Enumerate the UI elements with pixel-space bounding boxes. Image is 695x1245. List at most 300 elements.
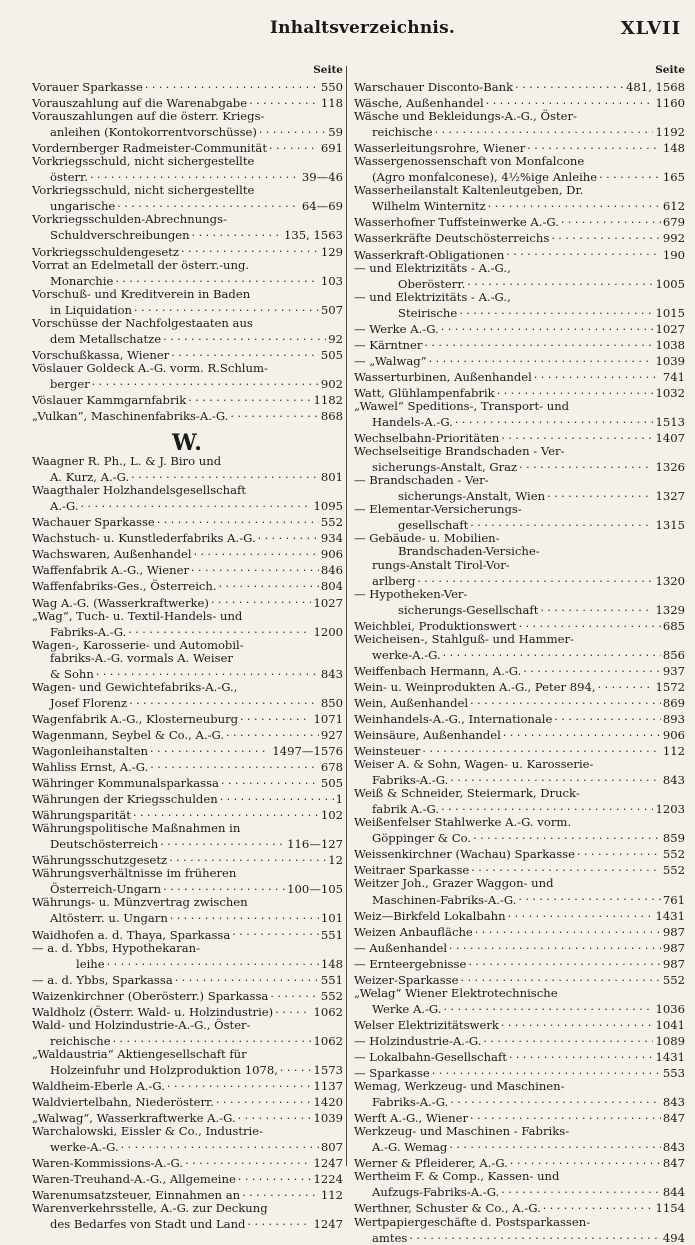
dot-leader	[230, 407, 319, 420]
entry-text: Weiß & Schneider, Steiermark, Druck-	[354, 786, 580, 801]
entry-text: anleihen (Kontokorrentvorschüsse)	[50, 125, 257, 140]
entry-text: berger	[50, 376, 90, 391]
index-entry-line	[32, 330, 343, 346]
entry-text: Weiffenbach Hermann, A.-G.	[354, 663, 522, 678]
dot-leader	[240, 710, 311, 723]
entry-text: Wasserleitungsrohre, Wiener	[354, 141, 526, 156]
entry-text: Wachswaren, Außenhandel	[32, 547, 192, 562]
dot-leader	[96, 665, 319, 678]
index-entry-line	[32, 623, 343, 639]
entry-text: Wertheim F. & Comp., Kassen- und	[354, 1169, 560, 1184]
entry-page-number: 893	[662, 711, 685, 726]
index-entry-line	[32, 652, 343, 665]
index-entry-line	[32, 110, 343, 123]
entry-page-number: 112	[320, 1188, 343, 1203]
page-number: XLVII	[620, 18, 681, 39]
entry-text: Weinsteuer	[354, 744, 421, 759]
index-entry-line	[32, 497, 343, 513]
entry-text: — Hypotheken-Ver-	[354, 586, 468, 601]
dot-leader	[540, 601, 653, 614]
entry-page-number: 552	[320, 988, 343, 1003]
entry-page-number: 801	[320, 470, 343, 485]
entry-page-number: 679	[662, 215, 685, 230]
entry-text: Wagenfabrik A.-G., Klosterneuburg	[32, 711, 239, 726]
dot-leader	[459, 304, 653, 317]
dot-leader	[259, 123, 326, 136]
dot-leader	[443, 1000, 653, 1013]
entry-page-number: 552	[662, 863, 685, 878]
index-entry-line	[32, 1077, 343, 1093]
entry-page-number: 552	[320, 515, 343, 530]
index-entry-line	[32, 867, 343, 880]
entry-page-number: 12	[328, 853, 343, 868]
entry-page-number: 868	[320, 409, 343, 424]
index-entry-line	[32, 1202, 343, 1215]
dot-leader	[515, 78, 624, 91]
dot-leader	[107, 955, 319, 968]
entry-text: Waren-Treuhand-A.-G., Allgemeine	[32, 1172, 236, 1187]
entry-page-number: 551	[320, 927, 343, 942]
entry-text: Altösterr. u. Ungarn	[50, 911, 168, 926]
index-entry-line	[32, 1048, 343, 1061]
index-entry-line	[354, 336, 685, 352]
entry-text: Waizenkirchner (Oberösterr.) Sparkassa	[32, 988, 269, 1003]
entry-text: Waagthaler Holzhandelsgesellschaft	[32, 483, 246, 498]
entry-text: Warchalowski, Eissler & Co., Industrie-	[32, 1124, 264, 1139]
entry-text: Waldviertelbahn, Niederösterr.	[32, 1095, 214, 1110]
entry-text: Göppinger & Co.	[372, 831, 472, 846]
entry-page-number: 691	[320, 141, 343, 156]
entry-page-number: 1071	[313, 711, 343, 726]
entry-text: Fabriks-A.-G.	[50, 624, 127, 639]
entry-page-number: 741	[662, 369, 685, 384]
index-entry-line	[354, 304, 685, 320]
entry-text: Wagen- und Gewichtefabriks-A.-G.,	[32, 679, 238, 694]
dot-leader	[211, 594, 312, 607]
entry-text: & Sohn	[50, 666, 94, 681]
entry-text: Waldholz (Österr. Wald- u. Holzindustrie)	[32, 1004, 274, 1019]
index-entry-line	[32, 243, 343, 259]
entry-page-number: 843	[662, 1140, 685, 1155]
entry-page-number: 165	[662, 170, 685, 185]
dot-leader	[598, 678, 654, 691]
entry-page-number: 1431	[655, 1050, 685, 1064]
index-entry-line	[32, 1170, 343, 1186]
entry-page-number: 906	[320, 547, 343, 562]
entry-page-number: 1182	[313, 392, 343, 407]
entry-text: Weinsäure, Außenhandel	[354, 728, 501, 743]
dot-leader	[247, 1215, 311, 1228]
index-entry-line	[354, 320, 685, 336]
index-entry-line	[354, 384, 685, 400]
dot-leader	[157, 513, 319, 526]
index-entry-line	[354, 1216, 685, 1229]
entry-text: Waidhofen a. d. Thaya, Sparkassa	[32, 927, 231, 942]
dot-leader	[519, 617, 661, 630]
index-entry-line	[354, 275, 685, 291]
index-entry-line	[32, 774, 343, 790]
dot-leader	[150, 758, 319, 771]
index-entry-line	[354, 413, 685, 429]
entry-text: leihe	[76, 956, 105, 971]
index-entry-line	[354, 907, 685, 923]
index-entry-line	[354, 646, 685, 662]
index-entry-line	[354, 1154, 685, 1170]
index-entry-line	[32, 317, 343, 330]
index-entry-line	[354, 352, 685, 368]
entry-text: des Bedarfes von Stadt und Land	[50, 1217, 246, 1232]
index-entry-line	[354, 601, 685, 617]
index-entry-line	[354, 78, 685, 94]
dot-leader	[429, 352, 654, 365]
entry-page-number: 552	[662, 972, 685, 987]
dot-leader	[232, 926, 319, 939]
dot-leader	[519, 458, 653, 471]
entry-text: Fabriks-A.-G.	[372, 1095, 449, 1110]
entry-text: Wald- und Holzindustrie-A.-G., Öster-	[32, 1017, 251, 1032]
dot-leader	[275, 1003, 311, 1016]
dot-leader	[150, 742, 270, 755]
entry-text: Währungs- u. Münzvertrag zwischen	[32, 895, 248, 910]
index-entry-line	[32, 1154, 343, 1170]
entry-text: Währungsschutzgesetz	[32, 853, 168, 868]
index-entry-line	[32, 610, 343, 623]
index-entry-line	[354, 110, 685, 123]
entry-text: Vorschüsse der Nachfolgestaaten aus	[32, 315, 253, 330]
dot-leader	[409, 1229, 660, 1242]
index-entry-line	[354, 123, 685, 139]
index-entry-line	[354, 1138, 685, 1154]
entry-text: rungs-Anstalt Tirol-Vor-	[372, 557, 510, 572]
entry-text: — Brandschaden - Ver-	[354, 473, 489, 488]
dot-leader	[170, 909, 319, 922]
entry-text: Weicheisen-, Stahlguß- und Hammer-	[354, 631, 574, 646]
entry-text: Wagonleihanstalten	[32, 743, 149, 758]
dot-leader	[527, 139, 661, 152]
index-entry-line	[32, 288, 343, 301]
entry-text: Wasserkräfte Deutschösterreichs	[354, 231, 550, 246]
index-entry-line	[354, 503, 685, 516]
entry-page-number: 505	[320, 776, 343, 791]
entry-text: — Kärntner	[354, 337, 423, 352]
index-entry-line	[32, 94, 343, 110]
dot-leader	[134, 301, 319, 314]
index-entry-line	[32, 1061, 343, 1077]
entry-text: — Elementar-Versicherungs-	[354, 502, 522, 517]
dot-leader	[131, 468, 319, 481]
entry-page-number: 869	[662, 695, 685, 710]
index-entry-line	[32, 455, 343, 468]
entry-page-number: 494	[662, 1230, 685, 1245]
entry-text: Oberösterr.	[398, 276, 466, 291]
index-entry-line	[354, 923, 685, 939]
index-entry-line	[32, 835, 343, 851]
dot-leader	[220, 790, 334, 803]
index-entry-line	[354, 588, 685, 601]
entry-text: österr.	[50, 170, 88, 185]
entry-text: Vorschuß- und Kreditverein in Baden	[32, 286, 251, 301]
dot-leader	[238, 1170, 312, 1183]
entry-page-number: 190	[662, 247, 685, 262]
index-entry-line	[32, 139, 343, 155]
entry-text: Weitraer Sparkasse	[354, 863, 470, 878]
seite-label-left: Seite	[313, 64, 343, 76]
entry-text: Weizer-Sparkasse	[354, 972, 459, 987]
index-entry-line	[354, 829, 685, 845]
entry-text: — und Elektrizitäts - A.-G.,	[354, 289, 511, 304]
entry-text: Vorkriegsschuld, nicht sichergestellte	[32, 183, 255, 198]
entry-text: Österreich-Ungarn	[50, 882, 162, 897]
index-entry-line	[32, 259, 343, 272]
seite-label-right: Seite	[655, 64, 685, 76]
dot-leader	[486, 94, 654, 107]
entry-text: Vöslauer Kammgarnfabrik	[32, 392, 187, 407]
dot-leader	[534, 368, 661, 381]
dot-leader	[424, 336, 653, 349]
entry-text: „Waldaustria“ Aktiengesellschaft für	[32, 1046, 247, 1061]
dot-leader	[470, 1109, 661, 1122]
dot-leader	[163, 880, 285, 893]
index-entry-line	[354, 678, 685, 694]
entry-text: Währungsparität	[32, 808, 131, 823]
entry-text: A. Kurz, A.-G.	[50, 470, 130, 485]
index-entry-line	[354, 155, 685, 168]
entry-page-number: 934	[320, 531, 343, 546]
entry-page-number: 1572	[655, 679, 685, 694]
entry-page-number: 1203	[655, 802, 685, 817]
entry-text: „Wag“, Tuch- u. Textil-Handels- und	[32, 608, 243, 623]
entry-page-number: 1573	[313, 1062, 343, 1077]
index-entry-line	[354, 1000, 685, 1016]
dot-leader	[121, 1138, 319, 1151]
entry-text: Vorrat an Edelmetall der österr.-ung.	[32, 257, 250, 272]
entry-text: Warenverkehrsstelle, A.-G. zur Deckung	[32, 1201, 268, 1216]
entry-text: Wein, Außenhandel	[354, 695, 469, 710]
dot-leader	[160, 835, 285, 848]
entry-page-number: 678	[320, 760, 343, 775]
index-entry-line	[32, 681, 343, 694]
entry-text: Werkzeug- und Maschinen - Fabriks-	[354, 1124, 570, 1139]
entry-text: Waagner R. Ph., L. & J. Biro und	[32, 454, 222, 469]
entry-page-number: 906	[662, 728, 685, 743]
entry-text: Wasserturbinen, Außenhandel	[354, 369, 532, 384]
dot-leader	[175, 971, 319, 984]
dot-leader	[475, 923, 661, 936]
entry-text: Wertpapiergeschäfte d. Postsparkassen-	[354, 1214, 591, 1229]
entry-text: werke-A.-G.	[50, 1140, 119, 1155]
dot-leader	[501, 429, 653, 442]
index-entry-line	[32, 1032, 343, 1048]
index-entry-line	[354, 891, 685, 907]
entry-text: Weiz—Birkfeld Lokalbahn	[354, 908, 506, 923]
dot-leader	[503, 726, 661, 739]
entry-page-number: 148	[662, 141, 685, 156]
index-entry-line	[354, 877, 685, 890]
entry-page-number: 64—69	[301, 199, 343, 214]
index-entry-line	[354, 429, 685, 445]
index-entry-line	[32, 1138, 343, 1154]
index-entry-line	[32, 123, 343, 139]
index-entry-line	[354, 617, 685, 633]
entry-text: Deutschösterreich	[50, 837, 159, 852]
entry-text: Monarchie	[50, 273, 114, 288]
entry-text: A.-G. Wemag	[372, 1140, 448, 1155]
index-entry-line	[32, 926, 343, 942]
entry-page-number: 505	[320, 347, 343, 362]
entry-page-number: 1160	[655, 96, 685, 111]
index-entry-line	[32, 468, 343, 484]
entry-text: Weizen Anbaufläche	[354, 924, 473, 939]
entry-text: arlberg	[372, 573, 416, 588]
entry-page-number: 1041	[655, 1017, 685, 1032]
dot-leader	[169, 851, 326, 864]
page-header	[0, 18, 695, 44]
entry-page-number: 1420	[313, 1095, 343, 1110]
index-entry-line	[354, 1080, 685, 1093]
dot-leader	[509, 1048, 654, 1061]
entry-text: Waldheim-Eberle A.-G.	[32, 1079, 165, 1093]
index-entry-line	[354, 94, 685, 110]
entry-text: — a. d. Ybbs, Hypothekaran-	[32, 940, 200, 955]
entry-page-number: 847	[662, 1156, 685, 1171]
index-entry-line	[32, 577, 343, 593]
entry-text: Warschauer Disconto-Bank	[354, 80, 514, 94]
entry-text: Weissenkirchner (Wachau) Sparkasse	[354, 847, 575, 862]
index-entry-line	[354, 633, 685, 646]
dot-leader	[577, 845, 661, 858]
entry-text: Werner & Pfleiderer, A.-G.	[354, 1156, 508, 1171]
dot-leader	[449, 1138, 661, 1151]
entry-page-number: 761	[662, 892, 685, 907]
index-entry-line	[354, 1093, 685, 1109]
entry-text: dem Metallschatze	[50, 331, 162, 346]
entry-text: — „Walwag“	[354, 353, 427, 368]
index-entry-line	[354, 572, 685, 588]
entry-text: Welser Elektrizitätswerk	[354, 1017, 499, 1032]
entry-page-number: 550	[320, 80, 343, 94]
index-entry-line	[354, 939, 685, 955]
entry-page-number: 1513	[655, 415, 685, 430]
entry-page-number: 553	[662, 1066, 685, 1081]
entry-page-number: 987	[662, 956, 685, 971]
index-entry-line	[32, 694, 343, 710]
entry-text: Wachauer Sparkasse	[32, 515, 155, 530]
entry-page-number: 1027	[655, 321, 685, 336]
index-entry-line	[32, 184, 343, 197]
dot-leader	[258, 529, 319, 542]
entry-text: Handels-A.-G.	[372, 415, 453, 430]
entry-text: Wagenmann, Seybel & Co., A.-G.	[32, 727, 225, 742]
entry-text: Vorauszahlungen auf die österr. Kriegs-	[32, 109, 265, 124]
entry-page-number: 850	[320, 695, 343, 710]
index-entry-line	[32, 1093, 343, 1109]
entry-text: Weichblei, Produktionswert	[354, 618, 517, 633]
dot-leader	[441, 320, 654, 333]
index-entry-line	[354, 710, 685, 726]
index-entry-line	[354, 229, 685, 245]
index-entry-line	[32, 561, 343, 577]
dot-leader	[488, 197, 661, 210]
dot-leader	[145, 78, 319, 91]
index-entry-line	[32, 1019, 343, 1032]
dot-leader	[523, 662, 661, 675]
entry-page-number: 992	[662, 231, 685, 246]
dot-leader	[483, 1032, 653, 1045]
index-entry-line	[354, 368, 685, 384]
dot-leader	[185, 1154, 311, 1167]
index-entry-line	[32, 407, 343, 423]
entry-page-number: 1327	[655, 489, 685, 504]
entry-text: Wagen-, Karosserie- und Automobil-	[32, 637, 244, 652]
entry-page-number: 481, 1568	[625, 80, 685, 94]
dot-leader	[113, 1032, 312, 1045]
entry-text: — Werke A.-G.	[354, 321, 439, 336]
entry-text: Steirische	[398, 305, 458, 320]
entry-page-number: 148	[320, 956, 343, 971]
dot-leader	[551, 229, 661, 242]
column-divider	[346, 66, 347, 1166]
entry-text: Vorauszahlung auf die Warenabgabe	[32, 96, 248, 111]
dot-leader	[449, 939, 661, 952]
entry-page-number: 1095	[313, 499, 343, 514]
entry-text: Wasserhofner Tuffsteinwerke A.-G.	[354, 215, 559, 230]
dot-leader	[501, 1016, 654, 1029]
index-entry-line	[354, 1199, 685, 1215]
entry-text: sicherungs-Gesellschaft	[398, 602, 539, 617]
entry-page-number: 59	[328, 125, 343, 140]
dot-leader	[171, 346, 319, 359]
index-entry-line	[354, 168, 685, 184]
entry-text: — Außenhandel	[354, 940, 448, 955]
index-entry-line	[354, 139, 685, 155]
entries-v	[32, 78, 343, 423]
entry-page-number: 1039	[655, 353, 685, 368]
entry-text: (Agro monfalconese), 4½%ige Anleihe	[372, 170, 598, 185]
index-entry-line	[32, 955, 343, 971]
index-entry-line	[354, 971, 685, 987]
index-entry-line	[354, 213, 685, 229]
dot-leader	[473, 829, 661, 842]
dot-leader	[226, 726, 319, 739]
index-entry-line	[32, 197, 343, 213]
entry-page-number: 1247	[313, 1217, 343, 1232]
index-entry-line	[32, 909, 343, 925]
entry-text: Weinhandels-A.-G., Internationale	[354, 711, 553, 726]
entry-page-number: 843	[662, 773, 685, 788]
entry-text: amtes	[372, 1230, 408, 1245]
entry-page-number: 1027	[313, 595, 343, 610]
entry-text: ungarische	[50, 199, 116, 214]
dot-leader	[188, 391, 311, 404]
index-entry-line	[32, 272, 343, 288]
entry-text: Vorkriegsschulden-Abrechnungs-	[32, 212, 227, 227]
entry-page-number: 937	[662, 663, 685, 678]
entry-text: Vorauer Sparkasse	[32, 80, 143, 94]
index-entry-line	[354, 787, 685, 800]
index-entry-line	[32, 168, 343, 184]
index-entry-line	[354, 445, 685, 458]
entry-page-number: 552	[662, 847, 685, 862]
entry-text: Maschinen-Fabriks-A.-G.	[372, 892, 517, 907]
dot-leader	[547, 487, 653, 500]
dot-leader	[81, 497, 312, 510]
index-entry-line	[354, 474, 685, 487]
index-entry-line	[354, 400, 685, 413]
entry-text: Wilhelm Winternitz	[372, 199, 486, 214]
index-entry-line	[354, 184, 685, 197]
entry-page-number: 859	[662, 831, 685, 846]
index-entry-line	[32, 484, 343, 497]
